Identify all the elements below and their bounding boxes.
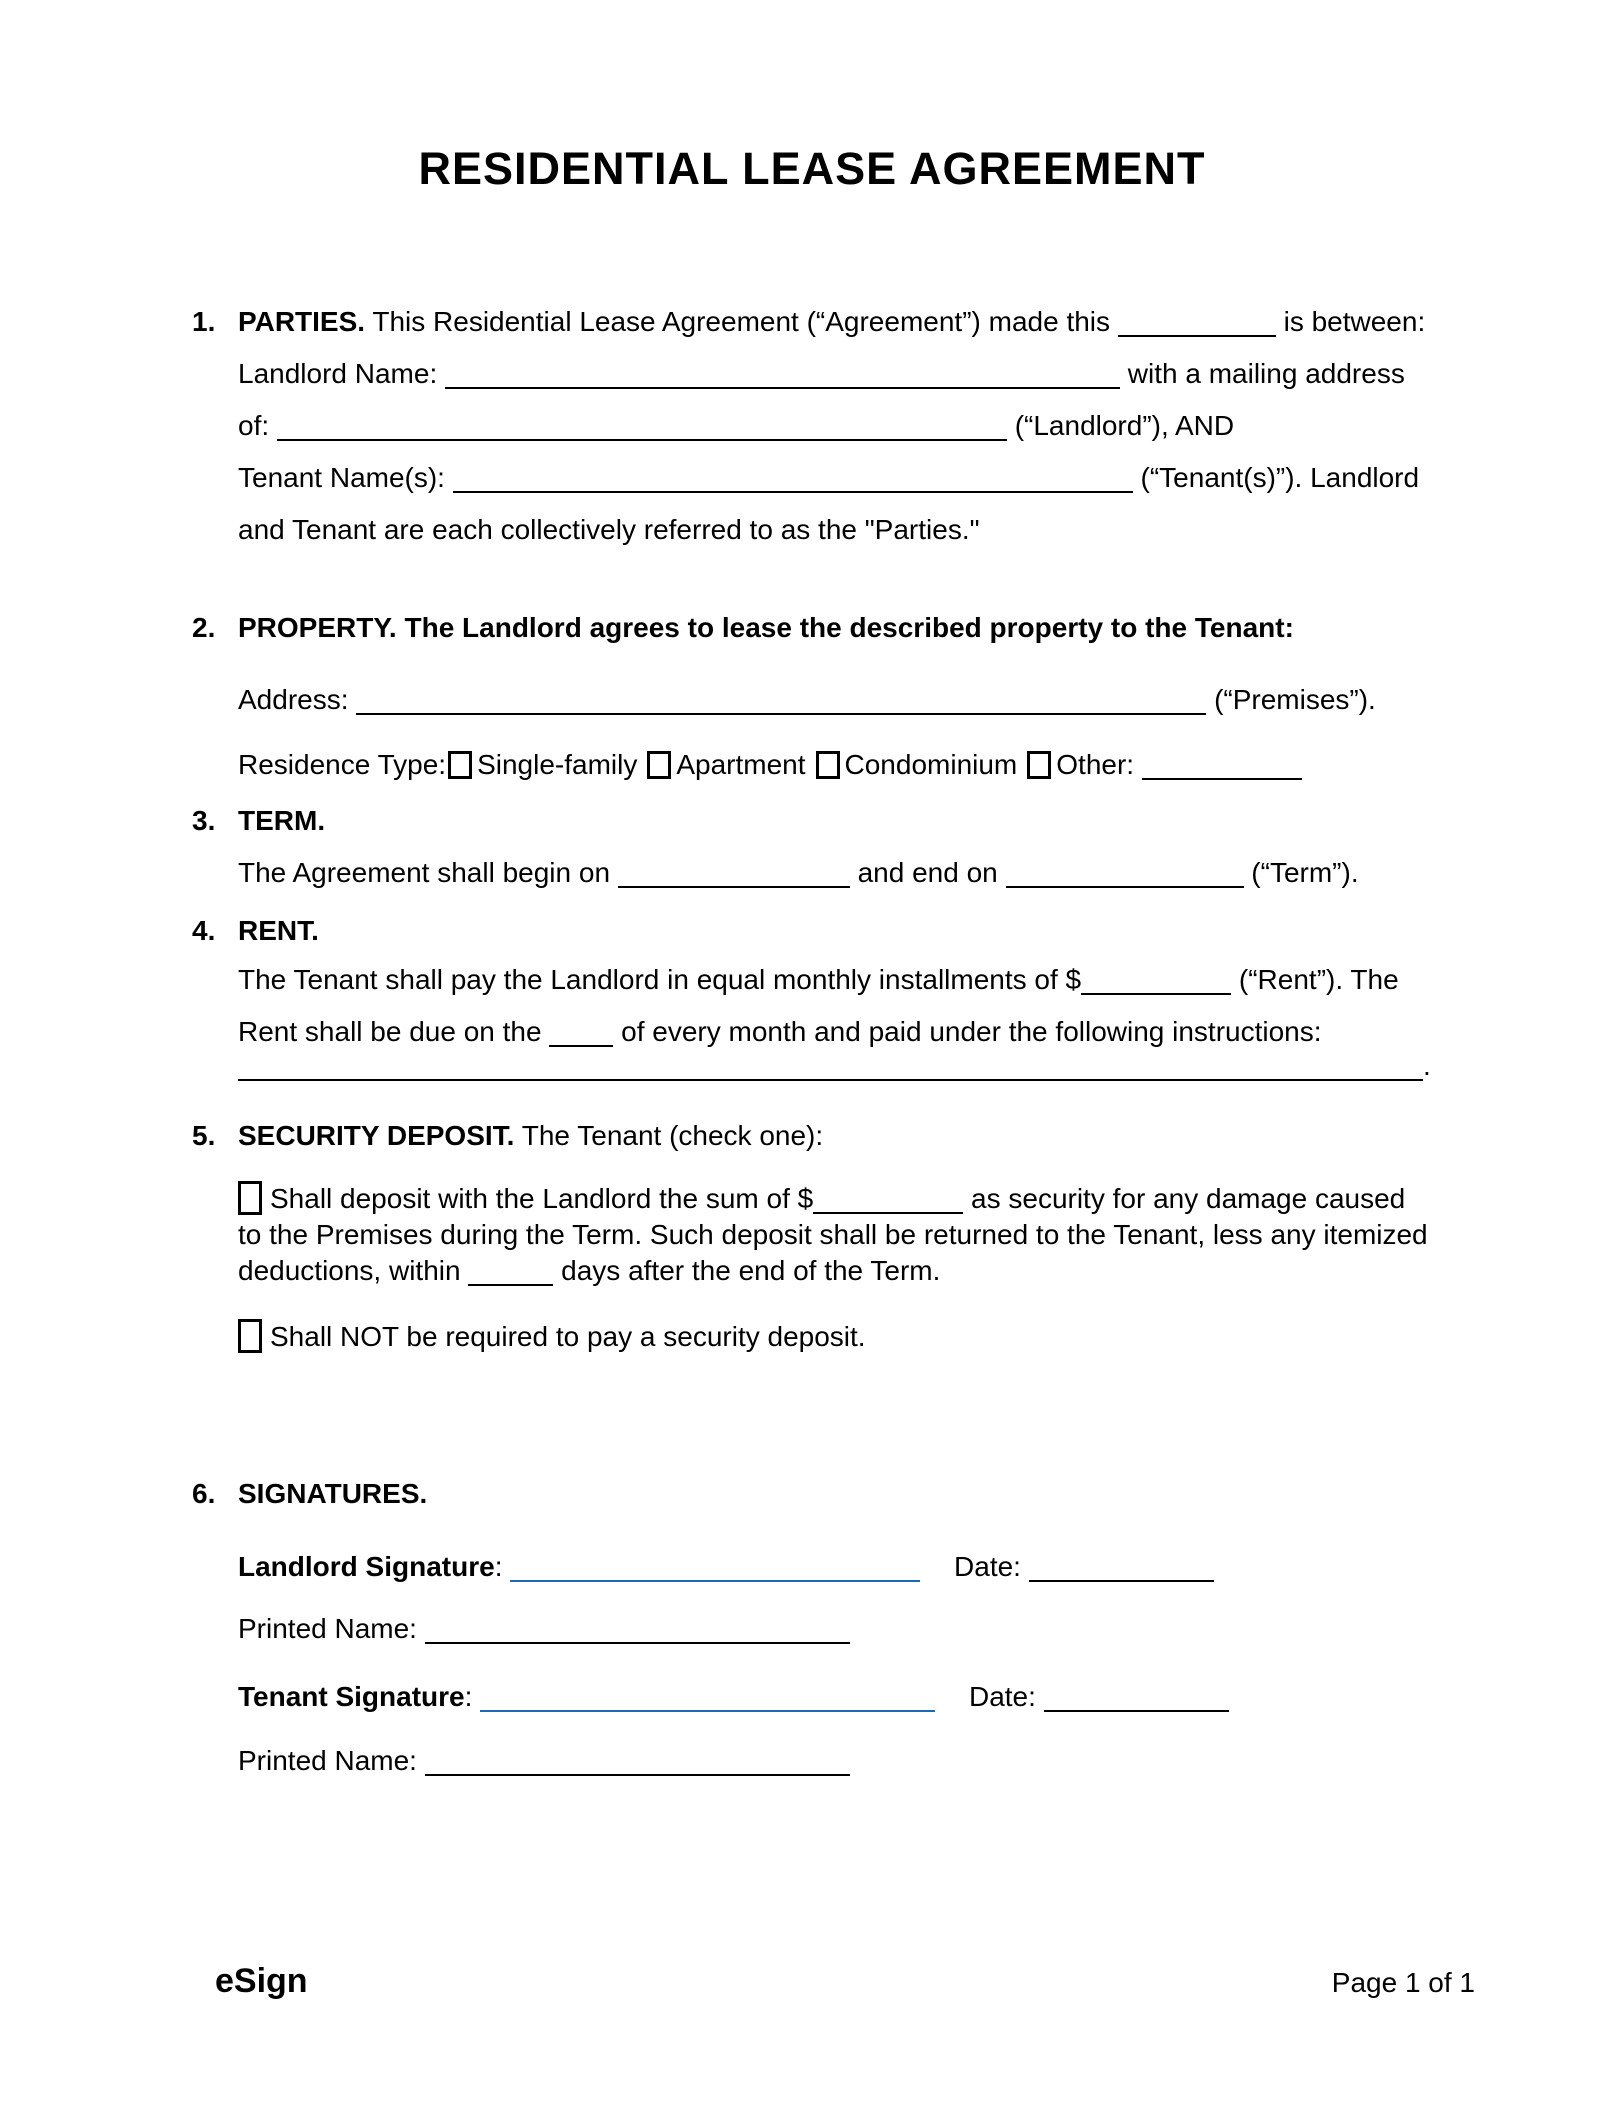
printed-name-label: Printed Name: [238,1745,417,1776]
period-text: . [1423,1050,1431,1081]
deposit-option-2-line [238,1319,1432,1355]
section-number: 3. [192,805,216,836]
mailing-address-text: with a mailing address [1127,358,1405,389]
esign-logo: eSign [215,1962,308,2000]
landlord-signature-label: Landlord Signature [238,1551,495,1582]
rent-due-day-field[interactable] [549,1017,613,1047]
rent-installments-text: The Tenant shall pay the Landlord in equal monthly installments of $ [238,964,1082,995]
property-heading-line [238,611,1432,645]
rent-line-2 [238,1015,1432,1049]
term-section-heading-row [192,804,1432,838]
property-intro-text: The Landlord agrees to lease the described property to the Tenant: [404,612,1294,643]
option-other-label: Other: [1056,749,1135,780]
term-designation-text: (“Term”). [1251,857,1359,888]
page-number-text: Page 1 of 1 [1331,1967,1475,1998]
term-end-date-field[interactable] [1006,858,1244,888]
section-heading: PROPERTY. [238,612,397,643]
term-end-text: and end on [857,857,998,888]
checkbox-shall-deposit[interactable] [238,1181,262,1215]
section-heading: RENT. [238,915,319,946]
deposit-option-1-line-3 [238,1253,1432,1289]
checkbox-apartment[interactable] [647,751,671,779]
parties-intro-text: This Residential Lease Agreement (“Agreement”) made this [372,306,1111,337]
date-label: Date: [954,1551,1021,1582]
deductions-text: deductions, within [238,1255,461,1286]
landlord-signature-row [238,1549,1432,1585]
option-condominium-label: Condominium [844,749,1018,780]
section-heading: SIGNATURES. [238,1478,428,1509]
page-footer [215,1962,1475,2001]
security-deposit-heading-row [192,1119,1432,1153]
checkbox-single-family[interactable] [448,751,472,779]
landlord-name-label: Landlord Name: [238,358,438,389]
address-label: Address: [238,684,349,715]
landlord-address-field[interactable] [277,411,1007,441]
rent-line-3 [238,1050,1432,1081]
section-heading: PARTIES. [238,306,366,337]
term-line [238,856,1432,890]
property-address-line [238,683,1432,717]
option-apartment-label: Apartment [676,749,806,780]
residence-type-label: Residence Type: [238,749,447,780]
landlord-signature-field[interactable] [510,1552,920,1582]
rent-section-heading-row [192,914,1432,948]
payment-instructions-field[interactable] [238,1059,1423,1081]
term-begin-text: The Agreement shall begin on [238,857,611,888]
other-residence-field[interactable] [1142,750,1302,780]
property-section-heading-row [192,611,1432,645]
landlord-printed-name-row [238,1611,1432,1647]
tenant-printed-name-field[interactable] [425,1746,850,1776]
tenant-signature-field[interactable] [480,1682,935,1712]
deposit-return-days-field[interactable] [468,1256,553,1286]
tenant-names-label: Tenant Name(s): [238,462,445,493]
section-number: 2. [192,612,216,643]
section-number: 5. [192,1120,216,1151]
section-number: 1. [192,306,216,337]
signatures-heading-row [192,1477,1432,1511]
parties-line-4 [238,461,1432,495]
parties-line-5: and Tenant are each collectively referred to as the "Parties." [238,514,980,545]
tenant-printed-name-row [238,1743,1432,1779]
rent-designation-text: (“Rent”). The [1238,964,1399,995]
tenant-date-field[interactable] [1044,1682,1229,1712]
residence-type-line [238,748,1432,782]
option-single-family-label: Single-family [477,749,638,780]
rent-due-text: Rent shall be due on the [238,1016,542,1047]
check-one-text: The Tenant (check one): [521,1120,824,1151]
tenant-designation-text: (“Tenant(s)”). Landlord [1140,462,1420,493]
section-heading: SECURITY DEPOSIT. [238,1120,515,1151]
rent-instructions-text: of every month and paid under the following instructions: [621,1016,1322,1047]
colon: : [494,1551,503,1582]
parties-line-2 [238,357,1432,391]
premises-designation-text: (“Premises”). [1214,684,1376,715]
agreement-date-field[interactable] [1118,307,1276,337]
deposit-sum-text: Shall deposit with the Landlord the sum of $ [270,1183,814,1214]
checkbox-other[interactable] [1027,751,1051,779]
of-label: of: [238,410,270,441]
parties-intro-end: is between: [1283,306,1426,337]
tenant-names-field[interactable] [453,463,1133,493]
parties-line-3 [238,409,1432,443]
document-title: RESIDENTIAL LEASE AGREEMENT [418,143,1206,194]
section-heading: TERM. [238,805,326,836]
no-deposit-text: Shall NOT be required to pay a security deposit. [270,1321,866,1352]
premises-address-field[interactable] [356,685,1206,715]
parties-section-heading-row [192,305,1432,339]
rent-amount-field[interactable] [1081,965,1231,995]
deposit-option-1-line-1 [238,1181,1432,1217]
landlord-name-field[interactable] [445,359,1120,389]
security-deposit-heading-line [238,1119,1432,1153]
date-label: Date: [968,1681,1036,1712]
printed-name-label: Printed Name: [238,1613,417,1644]
colon: : [464,1681,473,1712]
term-start-date-field[interactable] [618,858,850,888]
section-number: 6. [192,1478,216,1509]
deposit-amount-field[interactable] [813,1184,963,1214]
landlord-date-field[interactable] [1029,1552,1214,1582]
tenant-signature-row [238,1679,1432,1715]
rent-line-1 [238,963,1432,997]
landlord-printed-name-field[interactable] [425,1614,850,1644]
landlord-designation-text: (“Landlord”), AND [1014,410,1235,441]
section-number: 4. [192,915,216,946]
deposit-option-1-line-2: to the Premises during the Term. Such deposit shall be returned to the Tenant, less any itemized [238,1219,1428,1250]
checkbox-no-deposit[interactable] [238,1319,262,1353]
tenant-signature-label: Tenant Signature [238,1681,465,1712]
checkbox-condominium[interactable] [816,751,840,779]
deposit-security-text: as security for any damage caused [971,1183,1406,1214]
parties-line-1 [238,305,1432,339]
days-after-text: days after the end of the Term. [561,1255,941,1286]
